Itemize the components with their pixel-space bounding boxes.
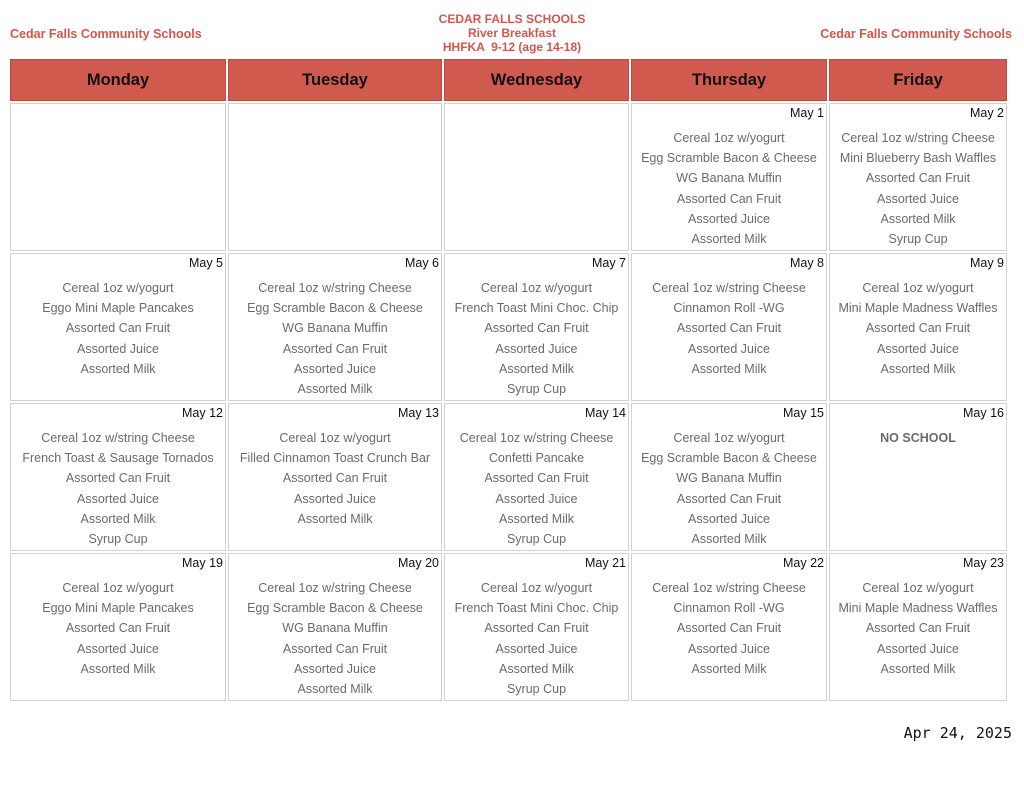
day-cell — [10, 553, 226, 701]
day-date: May 20 — [398, 556, 439, 570]
menu-item: Assorted Juice — [688, 341, 770, 356]
menu-item: Assorted Milk — [297, 682, 373, 697]
menu-item: Cereal 1oz w/string Cheese — [652, 281, 806, 295]
menu-item-list — [830, 428, 1006, 448]
day-date: May 12 — [182, 406, 223, 420]
menu-item-list — [229, 278, 441, 399]
menu-item-list — [445, 428, 628, 549]
menu-item: WG Banana Muffin — [282, 321, 388, 336]
menu-item: Assorted Can Fruit — [484, 321, 589, 336]
day-date: May 7 — [591, 256, 626, 270]
day-date: May 5 — [188, 256, 223, 270]
menu-item: WG Banana Muffin — [676, 471, 782, 486]
menu-title: River Breakfast — [467, 26, 557, 40]
menu-item: Assorted Can Fruit — [65, 471, 171, 486]
menu-item: Eggo Mini Maple Pancakes — [42, 301, 194, 316]
menu-item: Assorted Juice — [77, 491, 159, 506]
menu-item-list — [830, 278, 1006, 379]
menu-item: Assorted Can Fruit — [676, 491, 782, 506]
school-name-right: Cedar Falls Community Schools — [820, 27, 1012, 41]
menu-item: Assorted Juice — [495, 641, 578, 656]
menu-item: Cereal 1oz w/yogurt — [62, 581, 174, 595]
day-date: May 9 — [969, 256, 1004, 270]
menu-item: Assorted Milk — [498, 661, 575, 676]
menu-item: Assorted Milk — [880, 661, 956, 676]
menu-item: Assorted Juice — [495, 491, 578, 506]
menu-item-list — [632, 428, 826, 549]
menu-calendar — [8, 57, 1009, 703]
day-date: May 22 — [783, 556, 824, 570]
menu-item: Assorted Can Fruit — [865, 321, 971, 336]
menu-item-list — [229, 428, 441, 529]
menu-item: Cereal 1oz w/yogurt — [862, 581, 974, 595]
day-cell — [631, 403, 827, 551]
menu-item: Eggo Mini Maple Pancakes — [42, 601, 194, 616]
menu-item: Assorted Juice — [495, 341, 578, 356]
menu-item: Assorted Milk — [691, 232, 767, 247]
menu-item: Cereal 1oz w/yogurt — [62, 281, 174, 295]
menu-item: Assorted Juice — [877, 341, 959, 356]
menu-item: Assorted Milk — [80, 661, 156, 676]
week-row — [10, 103, 1007, 251]
menu-item: Assorted Milk — [691, 361, 767, 376]
day-date: May 16 — [963, 406, 1004, 420]
menu-item-list — [830, 128, 1006, 249]
menu-item: Assorted Can Fruit — [65, 621, 171, 636]
menu-item: Assorted Juice — [688, 211, 770, 226]
day-cell — [228, 403, 442, 551]
day-date: May 6 — [404, 256, 439, 270]
day-date: May 14 — [585, 406, 626, 420]
menu-item: Assorted Milk — [297, 382, 373, 397]
print-date: Apr 24, 2025 — [903, 724, 1012, 742]
day-cell — [444, 553, 629, 701]
menu-item: Assorted Juice — [77, 641, 159, 656]
menu-item-list — [11, 428, 225, 549]
menu-item: Assorted Milk — [498, 361, 575, 376]
menu-item: Egg Scramble Bacon & Cheese — [247, 601, 423, 616]
no-school-note: NO SCHOOL — [880, 431, 956, 445]
menu-item: Assorted Can Fruit — [865, 621, 971, 636]
menu-item: Assorted Juice — [688, 641, 770, 656]
menu-item-list — [632, 278, 826, 379]
menu-item: Cereal 1oz w/yogurt — [480, 281, 593, 295]
day-header-tuesday: Tuesday — [228, 59, 442, 101]
menu-item-list — [445, 278, 628, 399]
calendar-body — [10, 103, 1007, 701]
menu-item: Cereal 1oz w/yogurt — [673, 131, 785, 145]
menu-item: Syrup Cup — [88, 532, 148, 547]
menu-item: Cereal 1oz w/string Cheese — [459, 431, 614, 445]
menu-item: Assorted Juice — [877, 191, 959, 206]
day-date: May 1 — [789, 106, 824, 120]
menu-item-list — [632, 128, 826, 249]
day-cell — [10, 403, 226, 551]
day-date — [11, 104, 225, 121]
week-row — [10, 553, 1007, 701]
menu-item: Syrup Cup — [506, 682, 567, 697]
day-header-monday: Monday — [10, 59, 226, 101]
day-cell — [829, 253, 1007, 401]
district-title: CEDAR FALLS SCHOOLS — [438, 12, 586, 26]
menu-item: Cereal 1oz w/yogurt — [480, 581, 593, 595]
menu-item: Assorted Juice — [294, 491, 376, 506]
menu-item: Assorted Can Fruit — [484, 471, 589, 486]
menu-item: Syrup Cup — [506, 382, 567, 397]
menu-item: Assorted Juice — [77, 341, 159, 356]
menu-item: Assorted Juice — [688, 511, 770, 526]
menu-item: WG Banana Muffin — [676, 171, 782, 186]
day-cell — [444, 103, 629, 251]
day-header-wednesday: Wednesday — [444, 59, 629, 101]
menu-item: Assorted Milk — [880, 361, 956, 376]
menu-item: Assorted Milk — [498, 511, 575, 526]
menu-item: French Toast & Sausage Tornados — [22, 451, 214, 466]
week-row — [10, 253, 1007, 401]
menu-item: French Toast Mini Choc. Chip — [454, 601, 619, 616]
menu-item: Syrup Cup — [888, 232, 948, 247]
menu-item: Cereal 1oz w/string Cheese — [841, 131, 995, 145]
day-header-thursday: Thursday — [631, 59, 827, 101]
day-date: May 21 — [585, 556, 626, 570]
menu-item: Mini Maple Madness Waffles — [838, 601, 998, 616]
menu-item: Assorted Can Fruit — [676, 191, 782, 206]
day-date — [445, 104, 628, 121]
menu-item: Assorted Can Fruit — [282, 471, 388, 486]
menu-item: Egg Scramble Bacon & Cheese — [641, 451, 817, 466]
day-cell — [10, 103, 226, 251]
menu-item-list — [830, 578, 1006, 679]
day-cell — [631, 553, 827, 701]
day-cell — [444, 403, 629, 551]
menu-item: Mini Blueberry Bash Waffles — [839, 151, 997, 166]
menu-item: Cereal 1oz w/string Cheese — [41, 431, 195, 445]
menu-item-list — [632, 578, 826, 679]
menu-item: Assorted Can Fruit — [676, 321, 782, 336]
menu-item: Assorted Milk — [880, 211, 956, 226]
menu-item: Cereal 1oz w/yogurt — [862, 281, 974, 295]
day-cell — [829, 103, 1007, 251]
menu-item: Confetti Pancake — [488, 451, 585, 466]
menu-item: Cereal 1oz w/string Cheese — [652, 581, 806, 595]
menu-item: Assorted Can Fruit — [865, 171, 971, 186]
day-cell — [829, 553, 1007, 701]
menu-item: Assorted Milk — [691, 661, 767, 676]
day-date: May 8 — [789, 256, 824, 270]
menu-item-list — [11, 578, 225, 679]
menu-item: Assorted Can Fruit — [65, 321, 171, 336]
menu-item: Assorted Juice — [294, 361, 376, 376]
day-date: May 13 — [398, 406, 439, 420]
day-cell — [631, 253, 827, 401]
menu-item-list — [229, 578, 441, 699]
menu-item: Egg Scramble Bacon & Cheese — [247, 301, 423, 316]
menu-item: Assorted Milk — [80, 361, 156, 376]
day-cell — [10, 253, 226, 401]
day-cell — [228, 103, 442, 251]
menu-item: Assorted Can Fruit — [282, 641, 388, 656]
menu-item: Syrup Cup — [506, 532, 567, 547]
menu-item: Cereal 1oz w/yogurt — [279, 431, 391, 445]
menu-item: Assorted Juice — [877, 641, 959, 656]
day-date: May 2 — [969, 106, 1004, 120]
menu-item: Assorted Milk — [297, 511, 373, 526]
day-date: May 23 — [963, 556, 1004, 570]
week-row — [10, 403, 1007, 551]
day-date — [229, 104, 441, 121]
menu-item: Assorted Can Fruit — [282, 341, 388, 356]
menu-item: Assorted Can Fruit — [484, 621, 589, 636]
day-cell — [631, 103, 827, 251]
menu-item: Mini Maple Madness Waffles — [838, 301, 998, 316]
menu-item: Cinnamon Roll -WG — [673, 301, 785, 316]
day-cell — [228, 553, 442, 701]
grade-label: HHFKA 9-12 (age 14-18) — [442, 40, 582, 54]
menu-item: Cereal 1oz w/yogurt — [673, 431, 785, 445]
day-cell — [228, 253, 442, 401]
school-name-left: Cedar Falls Community Schools — [10, 27, 202, 41]
menu-item: Assorted Milk — [80, 511, 156, 526]
menu-item: Assorted Milk — [691, 532, 767, 547]
menu-item: Cereal 1oz w/string Cheese — [258, 281, 412, 295]
menu-item: Cinnamon Roll -WG — [673, 601, 785, 616]
menu-item: Assorted Juice — [294, 661, 376, 676]
menu-item-list — [445, 578, 628, 699]
weekday-header-row — [10, 59, 1007, 101]
menu-item: Cereal 1oz w/string Cheese — [258, 581, 412, 595]
day-cell — [829, 403, 1007, 551]
day-header-friday: Friday — [829, 59, 1007, 101]
menu-item: Assorted Can Fruit — [676, 621, 782, 636]
menu-item: Filled Cinnamon Toast Crunch Bar — [239, 451, 431, 466]
day-cell — [444, 253, 629, 401]
menu-item: French Toast Mini Choc. Chip — [454, 301, 619, 316]
day-date: May 19 — [182, 556, 223, 570]
day-date: May 15 — [783, 406, 824, 420]
menu-item: WG Banana Muffin — [282, 621, 388, 636]
menu-item: Egg Scramble Bacon & Cheese — [641, 151, 817, 166]
menu-item-list — [11, 278, 225, 379]
